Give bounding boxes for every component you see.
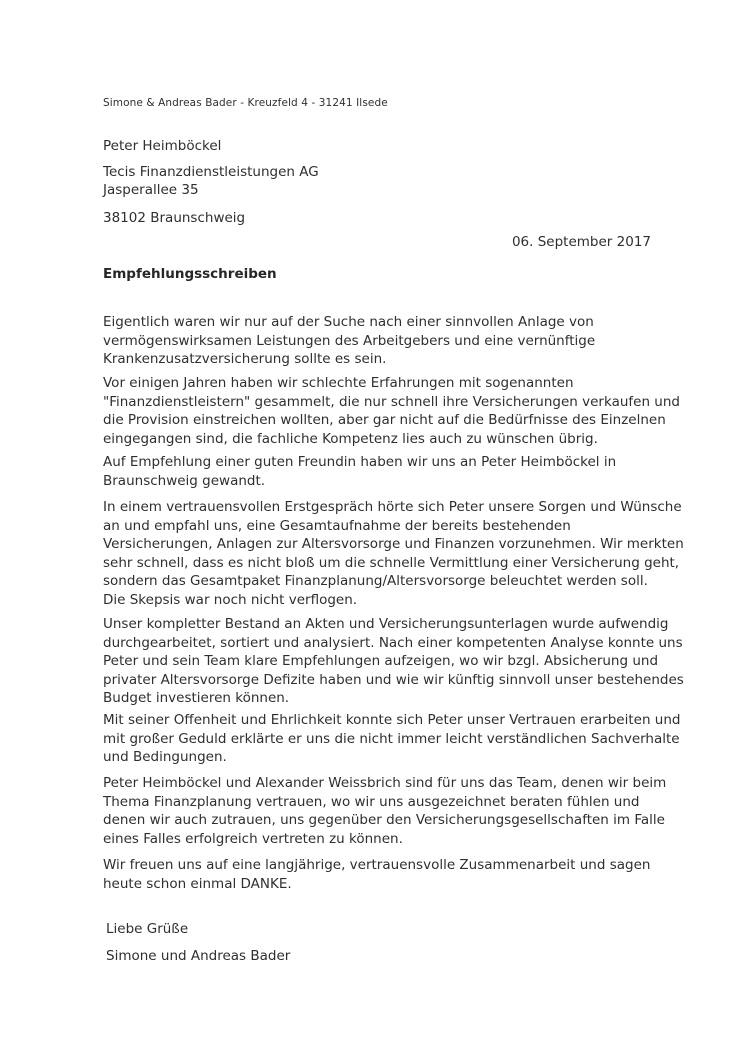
paragraph-line: eines Falles erfolgreich vertreten zu können.	[103, 830, 403, 847]
body-paragraph-5	[103, 615, 684, 708]
paragraph-line: Mit seiner Offenheit und Ehrlichkeit konnte sich Peter unser Vertrauen erarbeiten und	[103, 712, 681, 728]
paragraph-line: sondern das Gesamtpaket Finanzplanung/Altersvorsorge beleuchtet werden soll.	[103, 573, 648, 589]
paragraph-line: "Finanzdienstleistern" gesammelt, die nur schnell ihre Versicherungen verkaufen und	[103, 393, 680, 410]
paragraph-line: an und empfahl uns, eine Gesamtaufnahme der bereits bestehenden	[103, 517, 571, 534]
recipient-company: Tecis Finanzdienstleistungen AG	[103, 164, 319, 180]
recipient-city: 38102 Braunschweig	[103, 210, 246, 226]
body-paragraph-7	[103, 774, 666, 848]
paragraph-line: Budget investieren können.	[103, 690, 290, 706]
paragraph-line: Krankenzusatzversicherung sollte es sein.	[103, 351, 387, 367]
paragraph-line: vermögenswirksamen Leistungen des Arbeitgebers und eine vernünftige	[103, 332, 596, 349]
paragraph-line: Auf Empfehlung einer guten Freundin haben wir uns an Peter Heimböckel in	[103, 454, 617, 470]
paragraph-line: Versicherungen, Anlagen zur Altersvorsorge und Finanzen vorzunehmen. Wir merkten	[103, 536, 684, 552]
paragraph-line: Thema Finanzplanung vertrauen, wo wir uns ausgezeichnet beraten fühlen und	[103, 793, 640, 810]
body-paragraph-6	[103, 711, 680, 767]
paragraph-line: durchgearbeitet, sortiert und analysiert. Nach einer kompetenten Analyse konnte uns	[103, 634, 683, 651]
paragraph-line: Wir freuen uns auf eine langjährige, vertrauensvolle Zusammenarbeit und sagen	[103, 857, 651, 873]
paragraph-line: die Provision einstreichen wollten, aber gar nicht auf die Bedürfnisse des Einzelnen	[103, 412, 666, 428]
body-paragraph-1	[103, 313, 595, 369]
paragraph-line: Vor einigen Jahren haben wir schlechte Erfahrungen mit sogenannten	[103, 375, 574, 391]
paragraph-line: Die Skepsis war noch nicht verflogen.	[103, 591, 358, 608]
letter-date: 06. September 2017	[511, 234, 651, 250]
paragraph-line: und Bedingungen.	[103, 749, 227, 765]
letter-subject: Empfehlungsschreiben	[103, 266, 277, 282]
paragraph-line: denen wir auch zutrauen, uns gegenüber den Versicherungsgesellschaften im Falle	[103, 812, 665, 828]
sender-line: Simone & Andreas Bader - Kreuzfeld 4 - 31241 Ilsede	[103, 97, 388, 109]
paragraph-line: Eigentlich waren wir nur auf der Suche nach einer sinnvollen Anlage von	[103, 314, 594, 330]
body-paragraph-2	[103, 374, 680, 448]
paragraph-line: eingegangen sind, die fachliche Kompetenz lies auch zu wünschen übrig.	[103, 430, 598, 447]
paragraph-line: mit großer Geduld erklärte er uns die nicht immer leicht verständlichen Sachverhalte	[103, 730, 680, 747]
closing-greeting: Liebe Grüße	[106, 921, 189, 937]
body-paragraph-8	[103, 856, 650, 893]
closing-signature: Simone und Andreas Bader	[106, 948, 291, 964]
body-paragraph-4	[103, 498, 684, 609]
recipient-street: Jasperallee 35	[103, 182, 199, 198]
paragraph-line: Peter und sein Team klare Empfehlungen aufzeigen, wo wir bzgl. Absicherung und	[103, 653, 659, 669]
paragraph-line: Peter Heimböckel und Alexander Weissbrich sind für uns das Team, denen wir beim	[103, 775, 667, 791]
paragraph-line: In einem vertrauensvollen Erstgespräch hörte sich Peter unsere Sorgen und Wünsche	[103, 499, 682, 515]
paragraph-line: sehr schnell, dass es nicht bloß um die schnelle Vermittlung einer Versicherung geht,	[103, 554, 680, 571]
recipient-name: Peter Heimböckel	[103, 138, 222, 154]
paragraph-line: privater Altersvorsorge Defizite haben und wie wir künftig sinnvoll unser bestehendes	[103, 671, 684, 688]
paragraph-line: Braunschweig gewandt.	[103, 472, 266, 489]
paragraph-line: Unser kompletter Bestand an Akten und Versicherungsunterlagen wurde aufwendig	[103, 616, 669, 632]
body-paragraph-3	[103, 453, 616, 490]
paragraph-line: heute schon einmal DANKE.	[103, 875, 292, 892]
